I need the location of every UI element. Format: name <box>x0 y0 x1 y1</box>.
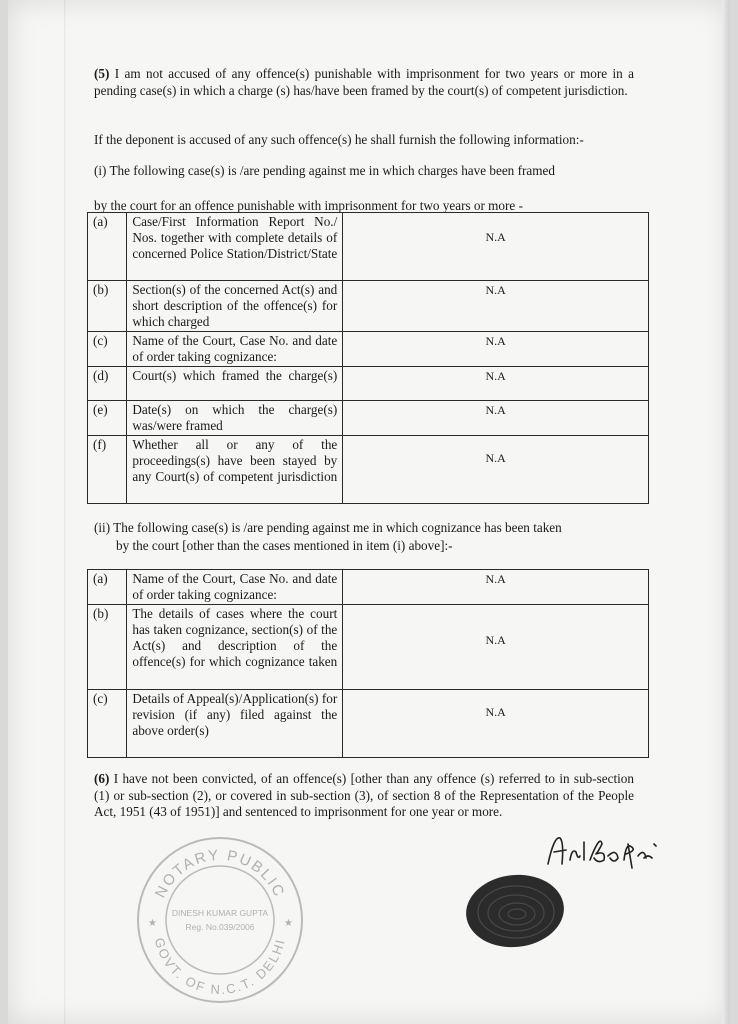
page-edge <box>722 0 730 1024</box>
part-i-heading: (i) The following case(s) is /are pending against me in which charges have been framed <box>94 163 555 178</box>
page-fold <box>64 0 66 1024</box>
table-row <box>88 367 649 401</box>
signature <box>544 830 664 870</box>
row-label: (f) <box>88 436 127 504</box>
table-row <box>88 281 649 332</box>
row-value: N.A <box>343 570 649 605</box>
stamp-name: DINESH KUMAR GUPTA <box>171 908 269 918</box>
table-row <box>88 605 649 690</box>
row-value: N.A <box>343 401 649 436</box>
row-label: (d) <box>88 367 127 401</box>
stamp-top-text: NOTARY PUBLIC <box>151 846 289 901</box>
row-description: Court(s) which framed the charge(s) <box>127 367 343 401</box>
row-label: (b) <box>88 605 127 690</box>
row-description: Name of the Court, Case No. and date of order taking cognizance: <box>127 570 343 605</box>
paragraph-6-number: (6) <box>94 771 110 786</box>
row-value: N.A <box>343 213 649 281</box>
row-value: N.A <box>343 690 649 758</box>
row-description: Section(s) of the concerned Act(s) and short description of the offence(s) for which charged <box>127 281 343 332</box>
star-icon: ★ <box>284 918 293 929</box>
table-row <box>88 570 649 605</box>
part-ii-heading-cont: by the court [other than the cases mentioned in item (i) above]:- <box>116 538 453 553</box>
row-label: (a) <box>88 213 127 281</box>
stamp-bottom-text: GOVT. OF N.C.T. DELHI <box>151 936 289 998</box>
part-ii-heading: (ii) The following case(s) is /are pending against me in which cognizance has been taken <box>94 520 562 535</box>
row-label: (c) <box>88 690 127 758</box>
part-i-heading-cont: by the court for an offence punishable with imprisonment for two years or more - <box>94 198 523 213</box>
table-row <box>88 436 649 504</box>
thumbprint-icon <box>464 872 566 950</box>
row-label: (a) <box>88 570 127 605</box>
paragraph-5-text: I am not accused of any offence(s) punishable with imprisonment for two years or more in a pending case(s) in which a charge (s) has/have been framed by the court(s) of competent jurisdiction. <box>94 66 634 98</box>
row-description: The details of cases where the court has taken cognizance, section(s) of the Act(s) and description of the offence(s) for which cognizance taken <box>127 605 343 690</box>
table-row <box>88 401 649 436</box>
row-value: N.A <box>343 332 649 367</box>
row-label: (e) <box>88 401 127 436</box>
paragraph-6-text: I have not been convicted, of an offence(s) [other than any offence (s) referred to in sub-section (1) or sub-section (2), or covered in sub-section (3), of section 8 of the Representation of the People Act, 1951 (43 of 1951)] and sentenced to imprisonment for one year or more. <box>94 771 634 819</box>
row-value: N.A <box>343 605 649 690</box>
star-icon: ★ <box>148 918 157 929</box>
paragraph-5 <box>94 66 634 99</box>
row-description: Case/First Information Report No./ Nos. together with complete details of concerned Police Station/District/State <box>127 213 343 281</box>
row-value: N.A <box>343 281 649 332</box>
row-value: N.A <box>343 367 649 401</box>
row-value: N.A <box>343 436 649 504</box>
table-row <box>88 690 649 758</box>
row-description: Date(s) on which the charge(s) was/were framed <box>127 401 343 436</box>
row-description: Details of Appeal(s)/Application(s) for revision (if any) filed against the above order(s) <box>127 690 343 758</box>
part-i-table <box>87 212 649 504</box>
table-row <box>88 213 649 281</box>
paragraph-6 <box>94 771 634 821</box>
stamp-reg: Reg. No.039/2006 <box>185 922 255 932</box>
table-row <box>88 332 649 367</box>
intro-text: If the deponent is accused of any such offence(s) he shall furnish the following information:- <box>94 132 584 147</box>
paragraph-5-number: (5) <box>94 66 110 81</box>
row-label: (c) <box>88 332 127 367</box>
part-ii-table <box>87 569 649 758</box>
row-description: Whether all or any of the proceedings(s) have been stayed by any Court(s) of competent jurisdiction <box>127 436 343 504</box>
row-label: (b) <box>88 281 127 332</box>
document-page <box>8 0 730 1024</box>
row-description: Name of the Court, Case No. and date of order taking cognizance: <box>127 332 343 367</box>
notary-stamp <box>134 834 306 1006</box>
